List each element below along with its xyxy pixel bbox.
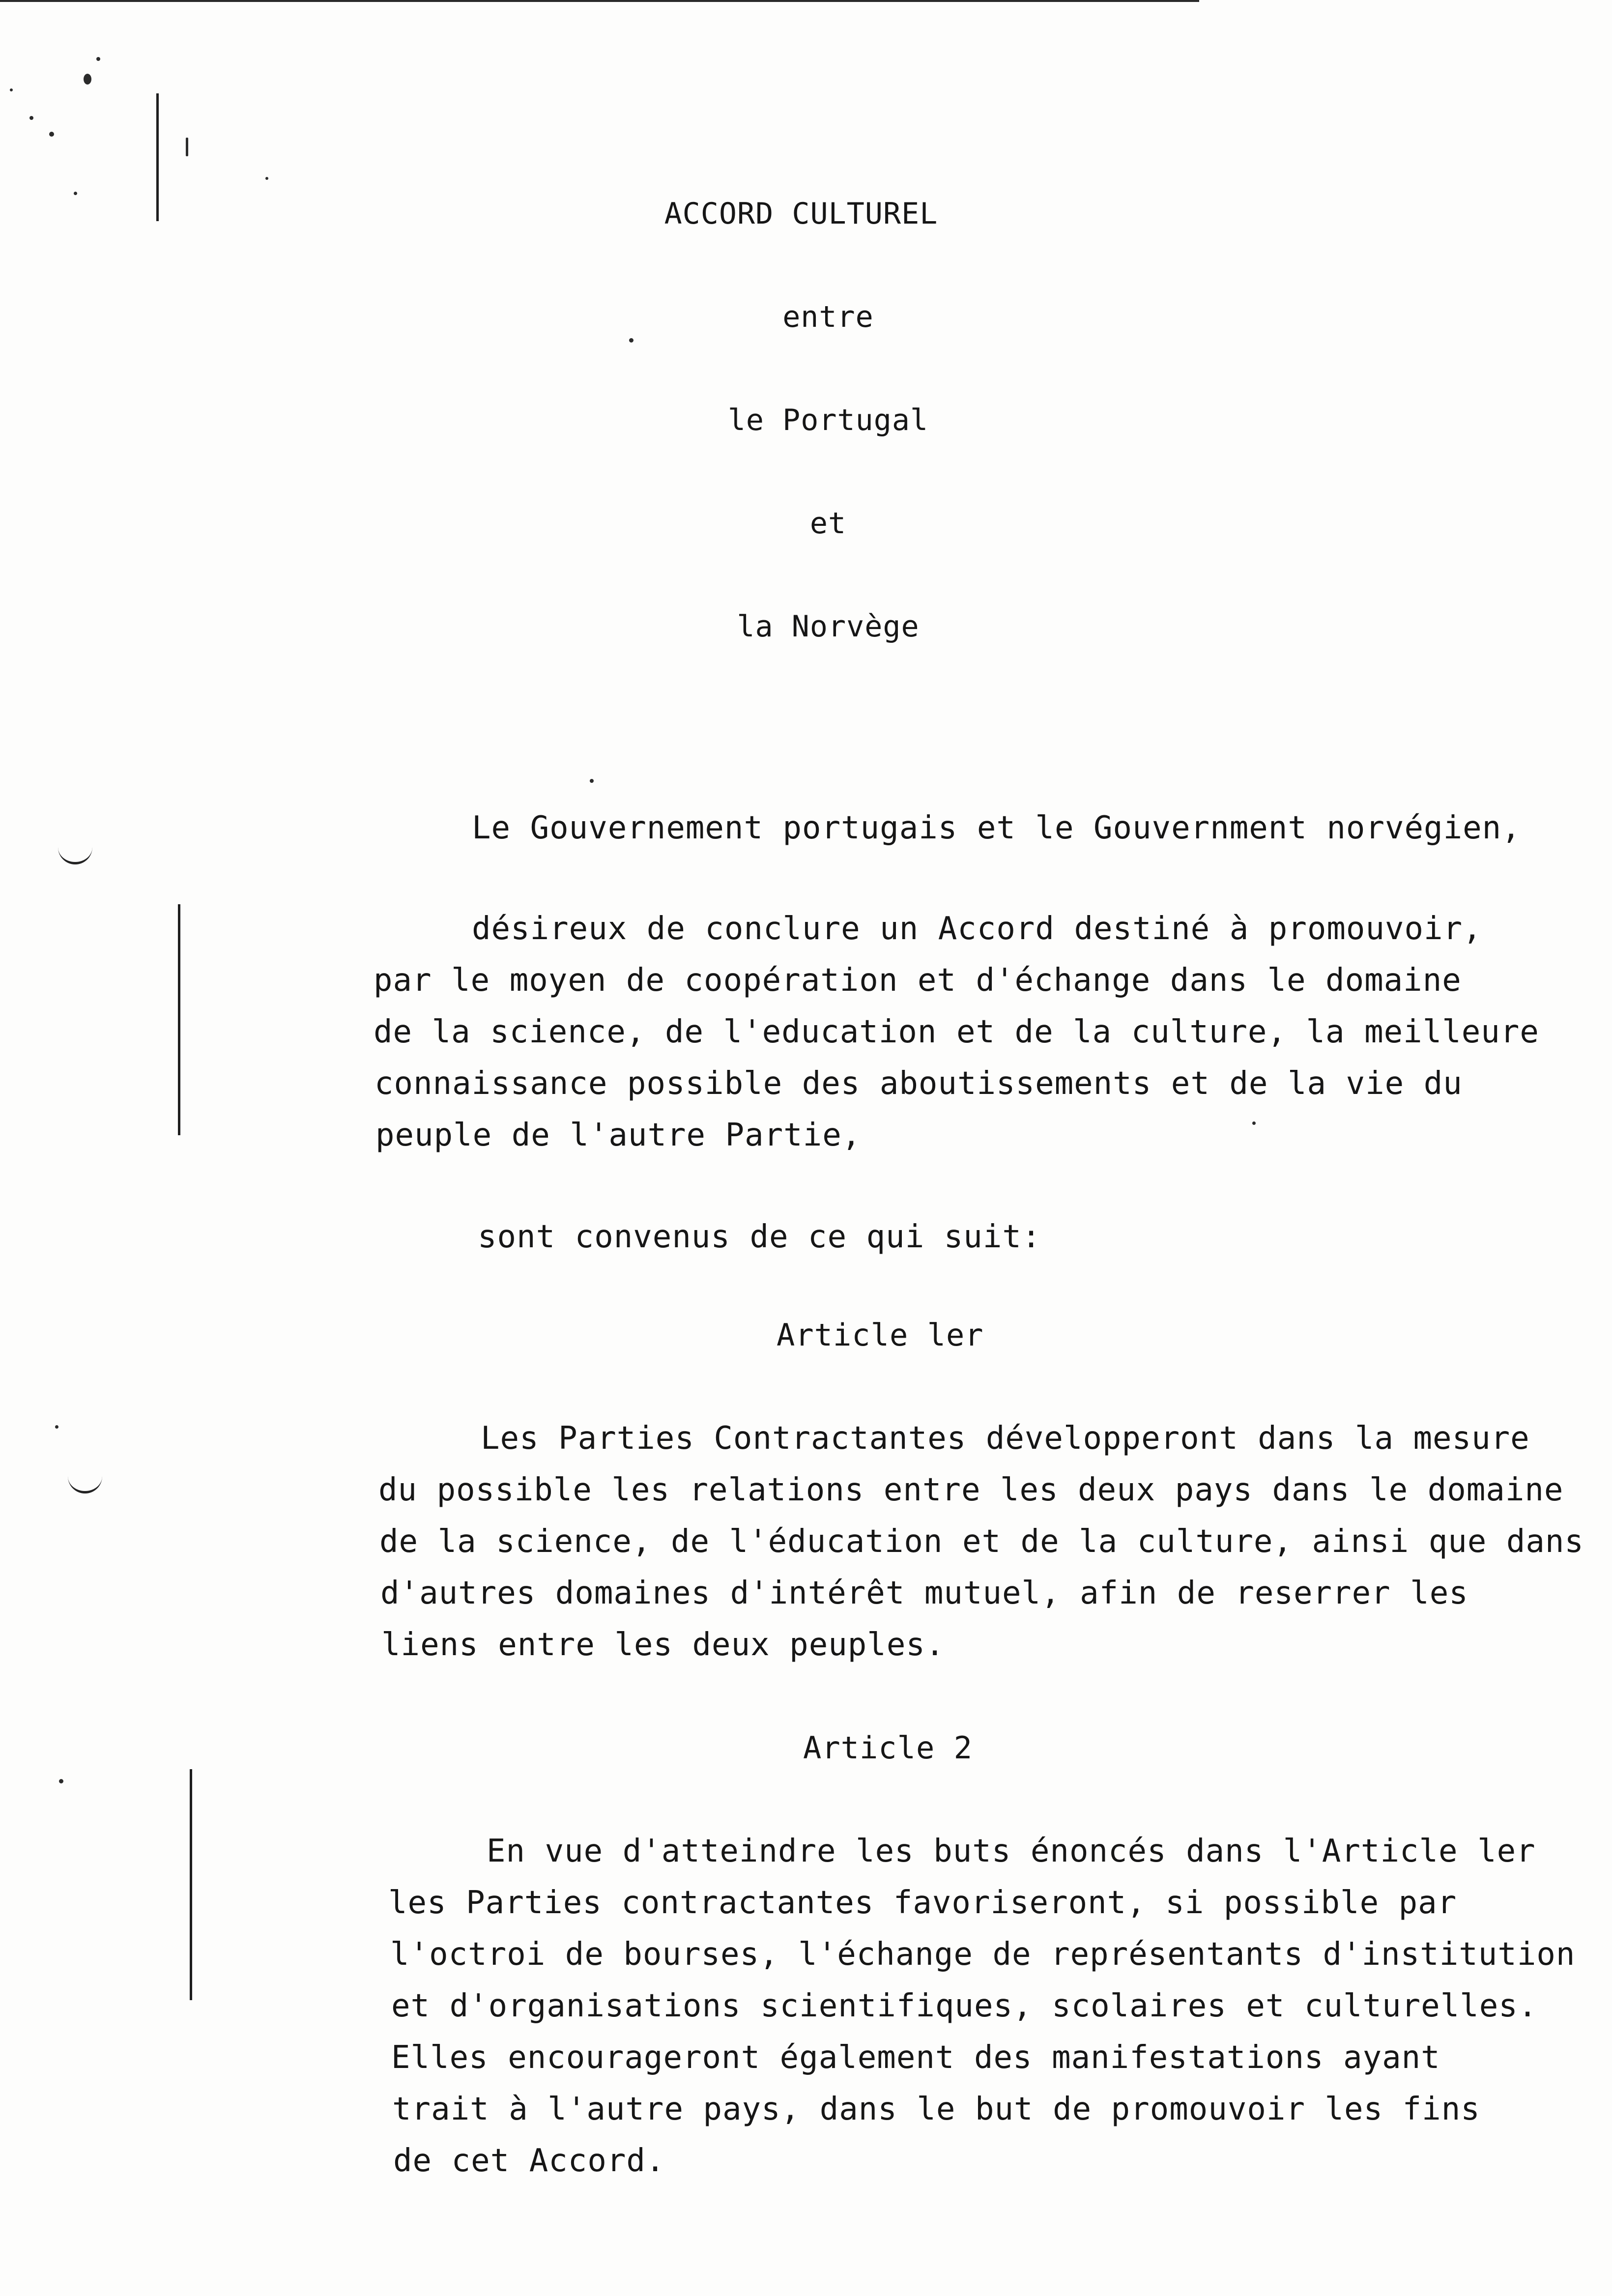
title-line-5: la Norvège	[737, 609, 920, 644]
title-line-3: le Portugal	[727, 403, 929, 437]
margin-arc	[68, 1474, 102, 1493]
article-1-heading: Article ler	[777, 1317, 984, 1353]
title-line-4: et	[809, 506, 847, 541]
speck	[629, 338, 633, 343]
article-2-line: l'octroi de bourses, l'échange de représentants d'institution	[390, 1936, 1576, 1973]
article-2-line: les Parties contractantes favoriseront, si possible par	[388, 1885, 1457, 1921]
speck	[186, 138, 188, 156]
speck	[55, 1425, 58, 1429]
speck	[74, 192, 77, 195]
speck	[49, 132, 54, 137]
preamble-line: de la science, de l'education et de la culture, la meilleure	[374, 1014, 1539, 1050]
article-1-line: de la science, de l'éducation et de la culture, ainsi que dans	[379, 1523, 1584, 1560]
margin-bar	[190, 1769, 192, 2000]
speck	[590, 779, 594, 783]
preamble-line: par le moyen de coopération et d'échange dans le domaine	[374, 962, 1462, 999]
article-1-line: d'autres domaines d'intérêt mutuel, afin de reserrer les	[380, 1575, 1468, 1611]
article-2-line: et d'organisations scientifiques, scolaires et culturelles.	[391, 1988, 1538, 2024]
speck	[84, 74, 91, 85]
article-2-heading: Article 2	[803, 1730, 973, 1766]
article-2-line: de cet Accord.	[393, 2143, 665, 2179]
speck	[59, 1779, 63, 1783]
top-rule	[0, 0, 1199, 2]
margin-bar	[178, 904, 180, 1135]
article-1-line: du possible les relations entre les deux pays dans le domaine	[378, 1472, 1564, 1508]
speck	[1252, 1121, 1256, 1125]
speck	[265, 177, 268, 180]
article-1-line: Les Parties Contractantes développeront dans la mesure	[481, 1420, 1530, 1457]
speck	[10, 88, 13, 91]
article-2-line: En vue d'atteindre les buts énoncés dans l'Article ler	[487, 1833, 1536, 1869]
preamble-convenus: sont convenus de ce qui suit:	[478, 1219, 1041, 1255]
title-line-2: entre	[782, 300, 874, 334]
speck	[29, 116, 33, 120]
article-2-line: trait à l'autre pays, dans le but de promouvoir les fins	[392, 2091, 1480, 2127]
preamble-line: désireux de conclure un Accord destiné à promouvoir,	[472, 911, 1482, 947]
preamble-line: peuple de l'autre Partie,	[375, 1117, 862, 1153]
preamble-parties: Le Gouvernement portugais et le Gouvernment norvégien,	[472, 810, 1521, 846]
preamble-line: connaissance possible des aboutissements et de la vie du	[374, 1065, 1463, 1102]
title-line-1: ACCORD CULTUREL	[664, 197, 938, 231]
article-1-line: liens entre les deux peuples.	[381, 1627, 945, 1663]
speck	[96, 57, 100, 61]
margin-arc	[58, 845, 92, 864]
article-2-line: Elles encourageront également des manifestations ayant	[391, 2039, 1440, 2076]
